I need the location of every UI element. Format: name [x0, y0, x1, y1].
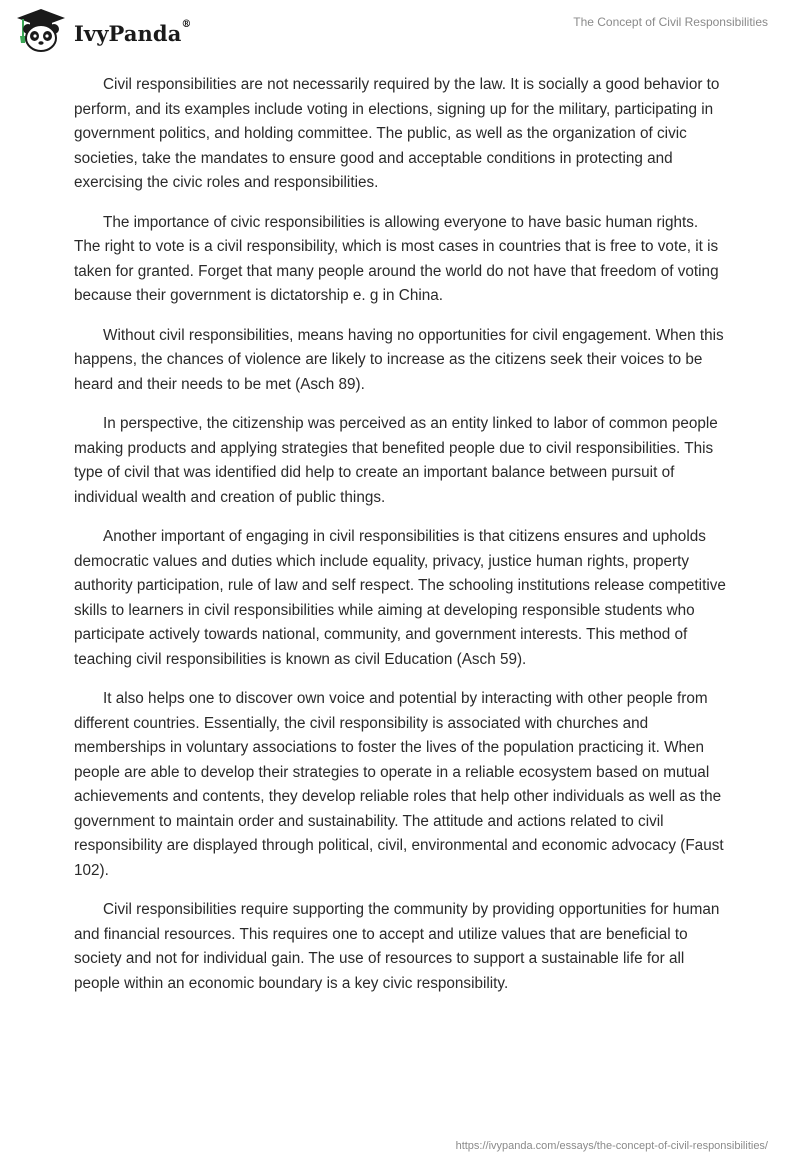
- source-url-link[interactable]: https://ivypanda.com/essays/the-concept-of-civil-responsibilities/: [455, 1140, 768, 1152]
- paragraph: Civil responsibilities require supporting the community by providing opportunities for human and financial resources. This requires one to accept and utilize values that are beneficial to society and not for individual gain. The use of resources to support a sustainable life for all people within an economic boundary is a key civic responsibility.: [74, 901, 720, 992]
- document-title: The Concept of Civil Responsibilities: [573, 15, 768, 29]
- paragraph: The importance of civic responsibilities is allowing everyone to have basic human rights. The right to vote is a civil responsibility, which is most cases in countries that is free to vote, it is taken for granted. Forget that many people around the world do not have that freedom of voting because their government is dictatorship e. g in China.: [74, 213, 719, 304]
- paragraph: Another important of engaging in civil responsibilities is that citizens ensures and upholds democratic values and duties which include equality, privacy, justice human rights, property authority participation, rule of law and self respect. The schooling institutions release competitive skills to learners in civil responsibilities while aiming at developing responsible students who participate actively towards national, community, and government interests. This method of teaching civil responsibilities is known as civil Education (Asch 59).: [74, 528, 726, 668]
- registered-mark: ®: [181, 18, 192, 30]
- ivypanda-logo[interactable]: [13, 8, 192, 54]
- brand-label: IvyPanda: [74, 20, 182, 46]
- essay-body: [74, 73, 726, 1011]
- brand-name: [74, 18, 192, 46]
- paragraph: Without civil responsibilities, means having no opportunities for civil engagement. When this happens, the chances of violence are likely to increase as the citizens seek their voices to be heard and their needs to be met (Asch 89).: [74, 326, 724, 393]
- panda-graduation-cap-icon: [13, 8, 69, 54]
- page-header: [0, 0, 800, 60]
- paragraph: It also helps one to discover own voice and potential by interacting with other people from different countries. Essentially, the civil responsibility is associated with churches and memberships in voluntary associations to foster the lives of the population practicing it. When people are able to develop their strategies to operate in a reliable ecosystem based on mutual achievements and contents, they develop reliable roles that help other individuals as well as the government to maintain order and sustainability. The attitude and actions related to civil responsibility are displayed through political, civil, environmental and economic advocacy (Faust 102).: [74, 690, 724, 879]
- paragraph: Civil responsibilities are not necessarily required by the law. It is socially a good behavior to perform, and its examples include voting in elections, signing up for the military, participating in government politics, and holding committee. The public, as well as the organization of civic societies, take the mandates to ensure good and acceptable conditions in protecting and exercising the civic roles and responsibilities.: [74, 76, 720, 191]
- paragraph: In perspective, the citizenship was perceived as an entity linked to labor of common people making products and applying strategies that benefited people due to civil responsibilities. This type of civil that was identified did help to create an important balance between pursuit of individual wealth and creation of public things.: [74, 415, 718, 506]
